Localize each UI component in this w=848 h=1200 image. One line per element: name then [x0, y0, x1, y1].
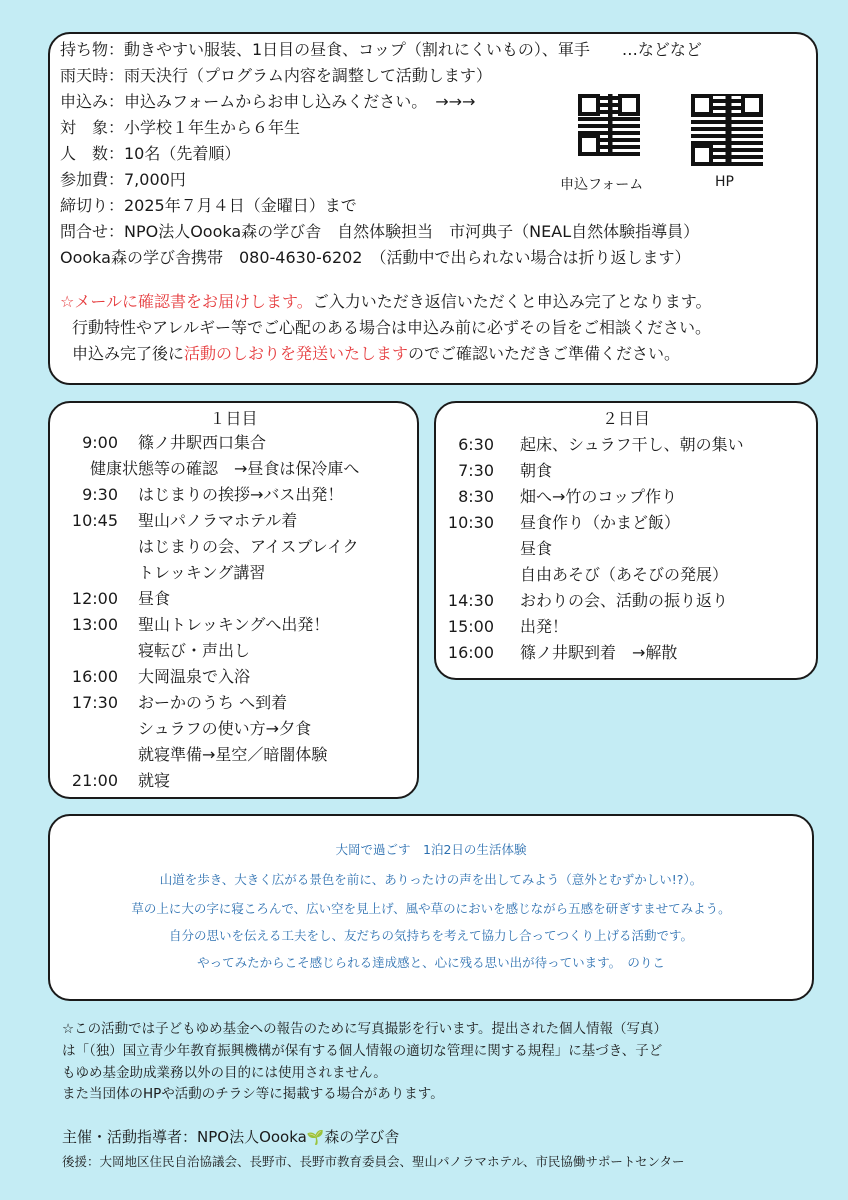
- schedule-description: 自由あそび（あそびの発展）: [520, 565, 729, 584]
- rain-policy: 雨天時：雨天決行（プログラム内容を調整して活動します）: [60, 66, 492, 85]
- schedule-time: 14:30: [447, 591, 494, 610]
- day2-schedule: [434, 401, 818, 680]
- sprout-icon: 🌱: [306, 1130, 325, 1146]
- event-info-panel: [48, 32, 818, 385]
- message-line: 山道を歩き、大きく広がる景色を前に、ありったけの声を出してみよう（意外とむずかしい!?）。: [159, 872, 703, 887]
- schedule-time: 21:00: [71, 771, 118, 790]
- photo-notice-line: もゆめ基金助成業務以外の目的には使用されません。: [62, 1065, 387, 1081]
- schedule-time: 16:00: [71, 667, 118, 686]
- schedule-description: おーかのうち へ到着: [138, 693, 288, 712]
- homepage-qr-code[interactable]: [691, 94, 763, 166]
- schedule-time: 13:00: [71, 615, 118, 634]
- schedule-time: 10:30: [447, 513, 494, 532]
- activity-message-panel: [48, 814, 814, 1001]
- schedule-description: おわりの会、活動の振り返り: [520, 591, 729, 610]
- photo-notice-line: は「（独）国立青少年教育振興機構が保有する個人情報の適切な管理に関する規程」に基づき、子ど: [62, 1043, 663, 1059]
- schedule-description: はじまりの会、アイスブレイク: [138, 537, 359, 556]
- photo-notice-line: ☆この活動では子どもゆめ基金への報告のために写真撮影を行います。提出された個人情報（写真）: [62, 1021, 668, 1037]
- schedule-description: はじまりの挨拶→バス出発！: [138, 485, 344, 504]
- fee: 参加費：7,000円: [60, 170, 186, 189]
- organizer: 主催・活動指導者：NPO法人Oooka🌱森の学び舎: [62, 1128, 400, 1146]
- schedule-description: 篠ノ井駅西口集合: [138, 433, 267, 452]
- application-method: 申込み：申込みフォームからお申し込みください。 →→→: [60, 92, 476, 111]
- notice-guidebook: 申込み完了後に活動のしおりを発送いたしますのでご確認いただきご準備ください。: [72, 344, 681, 363]
- homepage-qr-label: HP: [715, 174, 734, 190]
- schedule-time: 8:30: [458, 487, 494, 506]
- schedule-time: 10:45: [71, 511, 118, 530]
- schedule-time: 9:00: [82, 433, 118, 452]
- schedule-time: 15:00: [447, 617, 494, 636]
- target-audience: 対 象：小学校１年生から６年生: [60, 118, 301, 137]
- schedule-time: 16:00: [447, 643, 494, 662]
- schedule-description: 聖山トレッキングへ出発！: [138, 615, 330, 634]
- schedule-description: 寝転び・声出し: [138, 641, 251, 660]
- schedule-description: 大岡温泉で入浴: [138, 667, 251, 686]
- application-form-qr-code[interactable]: [578, 94, 640, 156]
- items-to-bring: 持ち物：動きやすい服装、1日目の昼食、コップ（割れにくいもの）、軍手 …などなど: [60, 40, 702, 59]
- schedule-time: 6:30: [458, 435, 494, 454]
- day2-title: ２日目: [601, 409, 650, 428]
- schedule-time: 9:30: [82, 485, 118, 504]
- schedule-time: 7:30: [458, 461, 494, 480]
- schedule-description: 起床、シュラフ干し、朝の集い: [520, 435, 744, 454]
- schedule-description: 畑へ→竹のコップ作り: [520, 487, 678, 506]
- deadline: 締切り：2025年７月４日（金曜日）まで: [60, 196, 357, 215]
- message-heading: 大岡で過ごす 1泊2日の生活体験: [335, 842, 527, 857]
- schedule-time: 17:30: [71, 693, 118, 712]
- schedule-description: 出発！: [520, 617, 569, 636]
- schedule-description: 篠ノ井駅到着 →解散: [520, 643, 678, 662]
- schedule-description: シュラフの使い方→夕食: [138, 719, 312, 738]
- application-form-qr-label: 申込フォーム: [560, 177, 644, 193]
- contact-phone: Oooka森の学び舎携帯 080-4630-6202 （活動中で出られない場合は折り返します）: [60, 248, 691, 267]
- schedule-description: 就寝: [138, 771, 171, 790]
- day1-title: １日目: [209, 409, 258, 428]
- notice-confirmation-highlight: ☆メールに確認書をお届けします。: [60, 292, 313, 311]
- schedule-description: 朝食: [520, 461, 553, 480]
- message-line: 自分の思いを伝える工夫をし、友だちの気持ちを考えて協力し合ってつくり上げる活動です。: [168, 928, 693, 943]
- notice-guidebook-highlight: 活動のしおりを発送いたします: [184, 344, 409, 363]
- message-line: やってみたからこそ感じられる達成感と、心に残る思い出が待っています。 のりこ: [197, 955, 665, 970]
- schedule-description: 就寝準備→星空／暗闇体験: [138, 745, 328, 764]
- notice-confirmation: ☆メールに確認書をお届けします。ご入力いただき返信いただくと申込み完了となります。: [60, 292, 712, 311]
- contact: 問合せ：NPO法人Oooka森の学び舎 自然体験担当 市河典子（NEAL自然体験指導員）: [60, 222, 700, 241]
- notice-allergy: 行動特性やアレルギー等でご心配のある場合は申込み前に必ずその旨をご相談ください。: [72, 318, 711, 337]
- photo-notice-line: また当団体のHPや活動のチラシ等に掲載する場合があります。: [62, 1086, 444, 1102]
- capacity: 人 数：10名（先着順）: [60, 144, 241, 163]
- supporters: 後援：大岡地区住民自治協議会、長野市、長野市教育委員会、聖山パノラマホテル、市民協働サポートセンター: [62, 1154, 685, 1169]
- schedule-description: 聖山パノラマホテル着: [138, 511, 298, 530]
- schedule-description: 健康状態等の確認 →昼食は保冷庫へ: [90, 459, 360, 478]
- day1-schedule: [48, 401, 419, 799]
- schedule-time: 12:00: [71, 589, 118, 608]
- schedule-description: 昼食作り（かまど飯）: [520, 513, 681, 532]
- schedule-description: 昼食: [138, 589, 171, 608]
- message-line: 草の上に大の字に寝ころんで、広い空を見上げ、風や草のにおいを感じながら五感を研ぎすませてみよう。: [131, 901, 731, 916]
- schedule-description: トレッキング講習: [138, 563, 266, 582]
- schedule-description: 昼食: [520, 539, 553, 558]
